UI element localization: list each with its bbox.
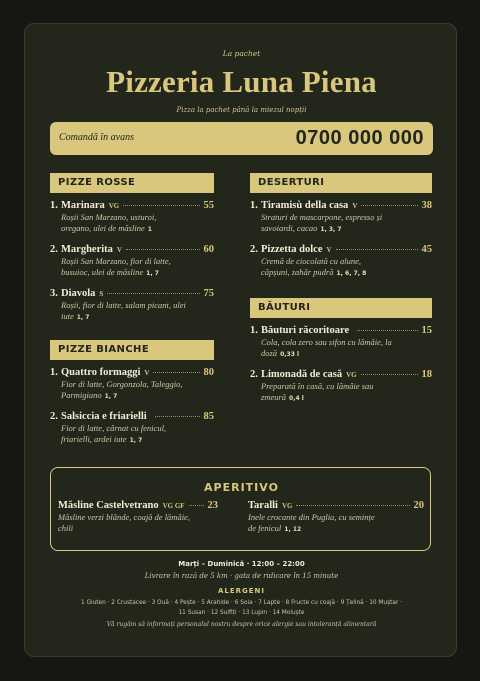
leader-dots (296, 505, 409, 506)
menu-item (250, 200, 432, 235)
opening-hours: Marți – Duminică · 12:00 – 22:00 (178, 560, 305, 568)
item-price: 80 (203, 367, 214, 378)
item-tag: VG (346, 371, 357, 379)
menu-item (250, 244, 432, 279)
item-name: Băuturi răcoritoare (261, 325, 350, 336)
item-number: 3. (50, 288, 58, 299)
allergens-heading: ALERGENI (217, 587, 266, 595)
menu-item (50, 367, 214, 402)
item-name: Quattro formaggi (61, 367, 141, 378)
item-name: Diavola (61, 288, 96, 299)
menu-item (250, 369, 432, 404)
item-price: 23 (207, 500, 218, 511)
leader-dots (361, 205, 417, 206)
order-banner (50, 122, 433, 155)
menu-item (248, 500, 424, 535)
menu-item (50, 411, 214, 446)
item-description: Fior di latte, cârnat cu fenicul, friarielli, ardei iute 1, 7 (61, 423, 167, 444)
item-allergens: 1, 7 (129, 437, 143, 444)
order-phone[interactable]: 0700 000 000 (295, 127, 424, 149)
item-description: Inele crocante din Puglia, cu semințe de fenicul 1, 12 (248, 512, 375, 533)
item-description: Straturi de mascarpone, espresso și savoiardi, cacao 1, 3, 7 (261, 212, 383, 233)
item-price: 45 (421, 244, 432, 255)
item-number: 2. (250, 244, 258, 255)
item-name: Marinara (61, 200, 105, 211)
item-allergens: 1, 7 (104, 393, 118, 400)
item-description: Roșii, fior di latte, salam picant, ulei iute 1, 7 (61, 300, 186, 321)
section-pizze-bianche (50, 340, 214, 446)
leader-dots (189, 505, 204, 506)
item-name: Tiramisù della casa (261, 200, 349, 211)
item-name: Margherita (61, 244, 113, 255)
section-bauturi (250, 298, 432, 404)
item-price: 15 (421, 325, 432, 336)
menu-item (50, 200, 214, 235)
item-price: 55 (203, 200, 214, 211)
aperitivo-box (50, 467, 431, 551)
item-price: 38 (421, 200, 432, 211)
item-number: 2. (250, 369, 258, 380)
leader-dots (155, 416, 200, 417)
item-name: Pizzetta dolce (261, 244, 323, 255)
leader-dots (153, 372, 199, 373)
item-tag: V (326, 246, 332, 254)
section-heading: DESERTURI (250, 173, 432, 193)
item-name: Limonadă de casă (261, 369, 343, 380)
item-number: 1. (250, 200, 258, 211)
item-tag: VG GF (162, 502, 185, 510)
item-tag: V (352, 202, 358, 210)
item-tag: S (99, 290, 104, 298)
item-number: 2. (50, 411, 58, 422)
delivery-info: Livrare în rază de 5 km · gata de ridicare în 15 minute (144, 572, 339, 580)
item-allergens: 1, 7 (76, 314, 90, 321)
item-description: Cola, cola zero sau sifon cu lămâie, la doză 0,33 l (261, 337, 392, 358)
allergy-notice: Vă rugăm să informați personalul nostru despre orice alergie sau intoleranță alimentară (106, 621, 377, 628)
item-name: Taralli (248, 500, 278, 511)
item-description: Măsline verzi blânde, coajă de lămâie, chili (58, 512, 190, 533)
item-description: Roșii San Marzano, usturoi, oregano, ulei de măsline 1 (61, 212, 157, 233)
item-price: 20 (413, 500, 424, 511)
item-allergens: 1, 7 (146, 270, 159, 277)
section-heading: PIZZE BIANCHE (50, 340, 214, 360)
item-description: Preparată în casă, cu lămâie sau zmeură 0,4 l (261, 381, 374, 402)
header-subtitle: Pizza la pachet până la miezul nopții (176, 106, 307, 114)
item-tag: VG (281, 502, 293, 510)
section-pizze-rosse (50, 173, 214, 323)
section-deserturi (250, 173, 432, 279)
item-allergens: 1, 6, 7, 8 (336, 270, 367, 277)
restaurant-title: Pizzeria Luna Piena (106, 64, 377, 99)
item-allergens: 0,4 l (289, 395, 304, 402)
menu-card (24, 23, 457, 657)
leader-dots (357, 330, 417, 331)
item-allergens: 1, 3, 7 (320, 226, 342, 233)
item-tag: VG (108, 202, 120, 210)
menu-item (250, 325, 432, 360)
item-tag: V (144, 369, 150, 377)
header-kicker: La pachet (222, 49, 261, 58)
section-heading: BĂUTURI (250, 298, 432, 318)
item-allergens: 1, 12 (284, 526, 302, 533)
item-number: 1. (50, 200, 58, 211)
allergens-list-line1: 1 Gluten · 2 Crustacee · 3 Ouă · 4 Pește · 5 Arahide · 6 Soia · 7 Lapte · 8 Fructe cu coajă · 9 Țelină · 10 Muștar · (80, 600, 403, 606)
item-number: 2. (50, 244, 58, 255)
item-allergens: 0,33 l (280, 351, 300, 358)
menu-item (50, 288, 214, 323)
item-name: Salsiccia e friarielli (61, 411, 147, 422)
item-price: 85 (203, 411, 214, 422)
item-description: Cremă de ciocolată cu alune, căpșuni, zahăr pudră 1, 6, 7, 8 (261, 256, 367, 277)
leader-dots (123, 205, 199, 206)
item-tag: V (116, 246, 122, 254)
menu-item (50, 244, 214, 279)
menu-item (58, 500, 218, 534)
order-label: Comandă în avans (59, 132, 134, 143)
item-allergens: 1 (147, 226, 152, 233)
item-name: Măsline Castelvetrano (58, 500, 159, 511)
leader-dots (126, 249, 200, 250)
item-price: 75 (203, 288, 214, 299)
leader-dots (107, 293, 199, 294)
section-heading: PIZZE ROSSE (50, 173, 214, 193)
aperitivo-title: APERITIVO (204, 481, 279, 494)
allergens-list-line2: 11 Susan · 12 Sulfiți · 13 Lupin · 14 Moluște (178, 610, 305, 616)
item-price: 18 (421, 369, 432, 380)
leader-dots (336, 249, 418, 250)
item-description: Fior di latte, Gorgonzola, Taleggio, Parmigiano 1, 7 (61, 379, 183, 400)
item-price: 60 (203, 244, 214, 255)
item-description: Roșii San Marzano, fior di latte, busuioc, ulei de măsline 1, 7 (61, 256, 171, 277)
leader-dots (361, 374, 418, 375)
item-number: 1. (50, 367, 58, 378)
item-number: 1. (250, 325, 258, 336)
